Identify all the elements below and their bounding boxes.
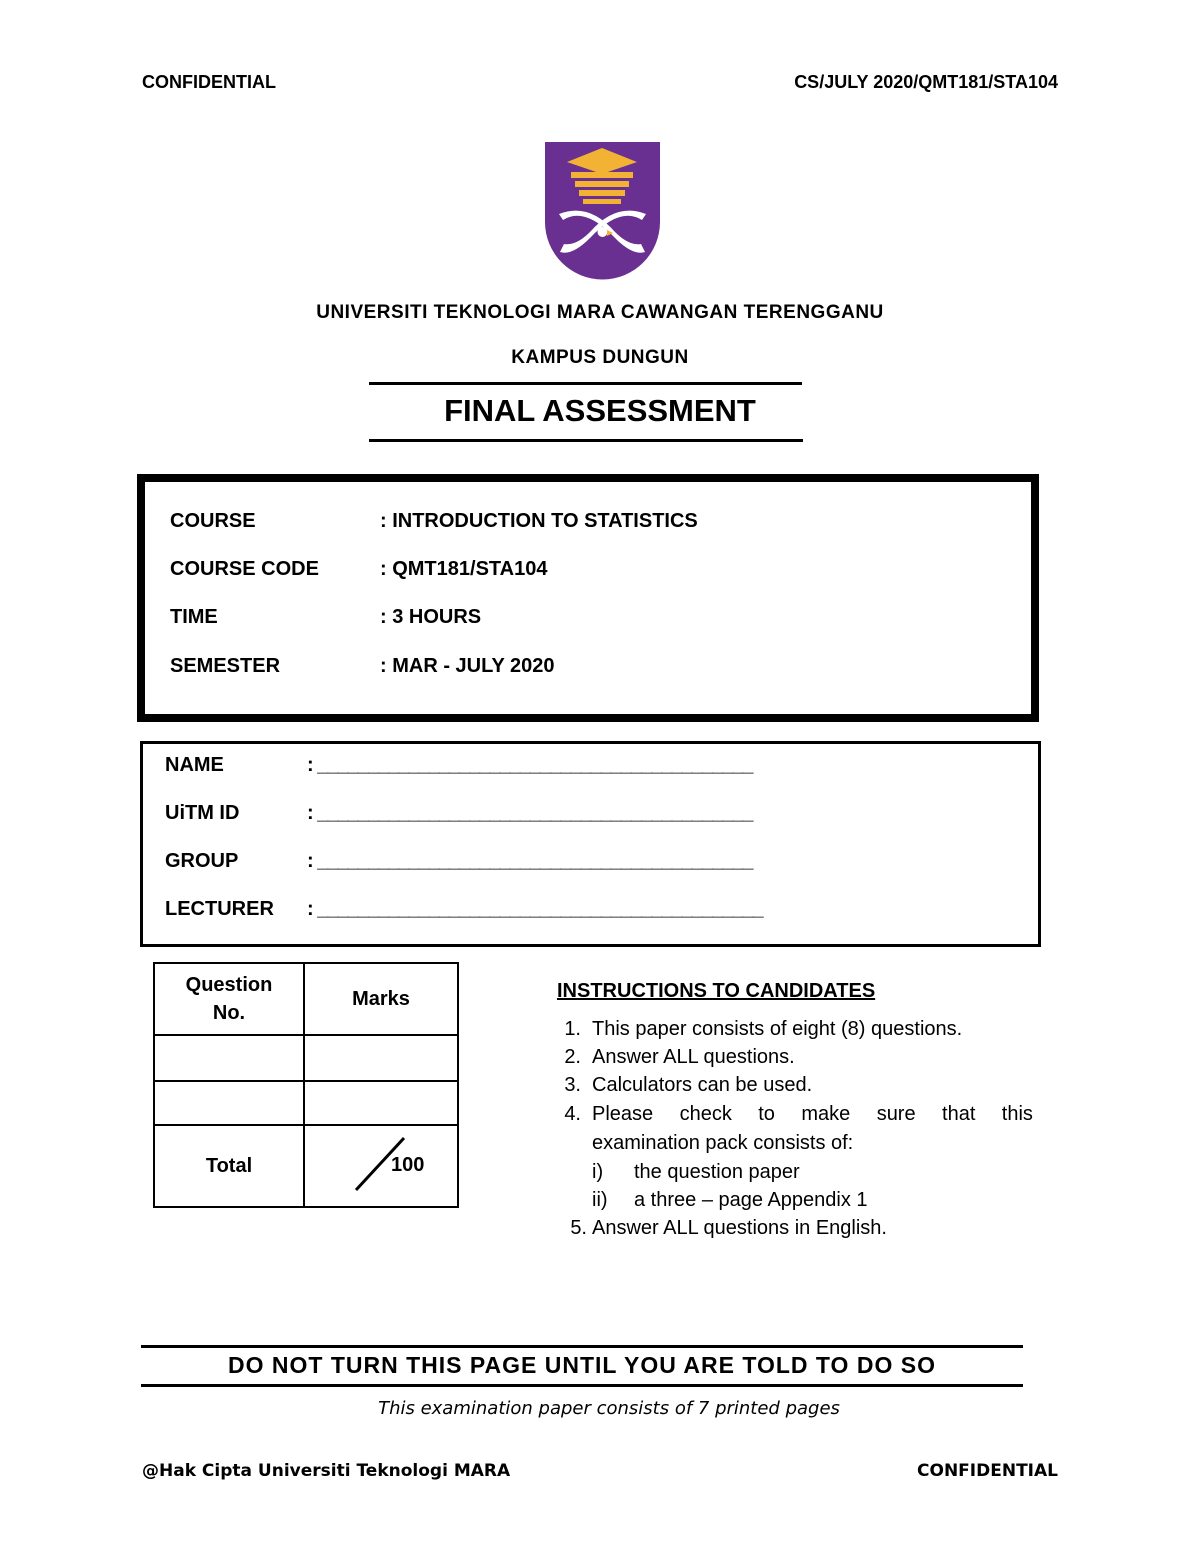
course-code-value: : QMT181/STA104 <box>380 558 548 580</box>
question-header-line2: No. <box>212 1002 246 1024</box>
header-confidential: CONFIDENTIAL <box>142 72 276 92</box>
time-label: TIME <box>170 606 218 628</box>
instructions-title: INSTRUCTIONS TO CANDIDATES <box>557 980 876 1002</box>
marks-cell[interactable] <box>304 1035 458 1081</box>
time-value: : 3 HOURS <box>380 606 482 628</box>
instruction-number: 3. <box>564 1074 581 1096</box>
course-label: COURSE <box>170 510 256 532</box>
question-header-line1: Question <box>185 974 273 996</box>
instruction-word: that <box>942 1103 976 1125</box>
instruction-word: check <box>679 1103 732 1125</box>
student-id-field[interactable]: : ___________________________________________ <box>307 802 753 824</box>
marks-cell[interactable] <box>304 1081 458 1125</box>
instruction-number: 4. <box>564 1103 581 1125</box>
total-marks-cell[interactable] <box>304 1125 458 1207</box>
footer-confidential: CONFIDENTIAL <box>917 1461 1058 1481</box>
instruction-word: sure <box>876 1103 916 1125</box>
page-title: FINAL ASSESSMENT <box>444 393 756 428</box>
subitem-text: a three – page Appendix 1 <box>634 1189 868 1211</box>
table-row <box>154 1081 458 1125</box>
student-info-box <box>140 741 1041 947</box>
student-group-label: GROUP <box>165 850 239 872</box>
course-value: : INTRODUCTION TO STATISTICS <box>380 510 698 532</box>
total-label: Total <box>154 1125 304 1207</box>
warning-banner: DO NOT TURN THIS PAGE UNTIL YOU ARE TOLD TO DO SO <box>228 1352 936 1378</box>
student-name-field[interactable]: : ___________________________________________ <box>307 754 753 776</box>
subitem-number: ii) <box>592 1189 608 1211</box>
banner-bottom-rule <box>141 1384 1023 1387</box>
instruction-word: to <box>758 1103 775 1125</box>
instruction-number: 5. <box>570 1217 587 1239</box>
student-group-field[interactable]: : ___________________________________________ <box>307 850 753 872</box>
title-top-rule <box>369 382 802 385</box>
university-name: UNIVERSITI TEKNOLOGI MARA CAWANGAN TERENGGANU <box>316 302 884 323</box>
campus-name: KAMPUS DUNGUN <box>511 347 689 368</box>
instruction-number: 2. <box>564 1046 581 1068</box>
total-out-of: 100 <box>391 1154 425 1176</box>
marks-header: Marks <box>304 963 458 1035</box>
question-no-header <box>154 963 304 1035</box>
uitm-crest-icon <box>545 142 660 280</box>
marks-table <box>153 962 459 1208</box>
instruction-word: this <box>1001 1103 1033 1125</box>
subitem-number: i) <box>592 1161 604 1183</box>
instruction-number: 1. <box>564 1018 581 1040</box>
instruction-text <box>592 1103 1033 1126</box>
lecturer-field[interactable]: : ____________________________________________ <box>307 898 763 920</box>
instruction-word: Please <box>592 1103 654 1125</box>
header-course-ref: CS/JULY 2020/QMT181/STA104 <box>794 72 1058 92</box>
instruction-text: This paper consists of eight (8) questions. <box>592 1018 963 1040</box>
instruction-text: Answer ALL questions in English. <box>592 1217 887 1239</box>
course-code-label: COURSE CODE <box>170 558 319 580</box>
instruction-continuation: examination pack consists of: <box>592 1132 854 1154</box>
course-info-box <box>137 474 1039 722</box>
question-cell[interactable] <box>154 1081 304 1125</box>
student-id-label: UiTM ID <box>165 802 240 824</box>
total-row <box>154 1125 458 1207</box>
semester-value: : MAR - JULY 2020 <box>380 655 555 677</box>
footer-copyright: @Hak Cipta Universiti Teknologi MARA <box>142 1461 511 1481</box>
instruction-text: Calculators can be used. <box>592 1074 813 1096</box>
table-header-row <box>154 963 458 1035</box>
instruction-word: make <box>801 1103 851 1125</box>
student-name-label: NAME <box>165 754 224 776</box>
title-bottom-rule <box>369 439 803 442</box>
semester-label: SEMESTER <box>170 655 281 677</box>
table-row <box>154 1035 458 1081</box>
subitem-text: the question paper <box>634 1161 800 1183</box>
question-cell[interactable] <box>154 1035 304 1081</box>
lecturer-label: LECTURER <box>165 898 274 920</box>
banner-top-rule <box>141 1345 1023 1348</box>
page-count-note: This examination paper consists of 7 printed pages <box>378 1398 840 1419</box>
instruction-text: Answer ALL questions. <box>592 1046 795 1068</box>
